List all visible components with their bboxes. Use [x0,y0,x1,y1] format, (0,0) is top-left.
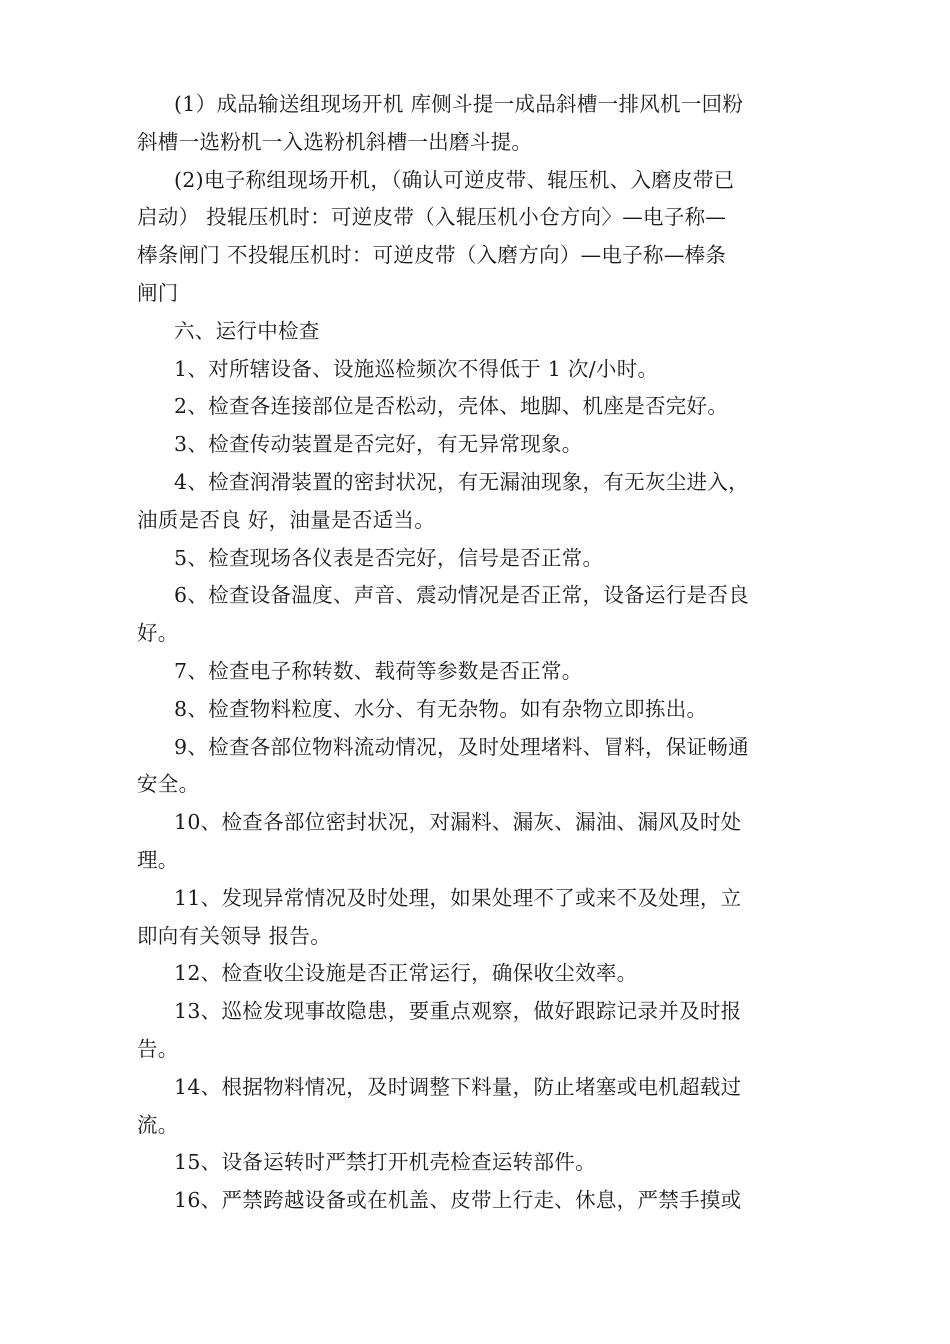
text-line: 5、检查现场各仪表是否完好，信号是否正常。 [174,545,604,570]
paragraph [137,729,797,805]
text-line: 闸门 [137,280,179,305]
text-line: 流。 [137,1112,179,1137]
text-line: 1、对所辖设备、设施巡检频次不得低于 1 次/小时。 [174,356,659,381]
text-line: 11、发现异常情况及时处理，如果处理不了或来不及处理，立 [174,885,742,910]
paragraph [137,1069,797,1145]
paragraph [137,388,797,426]
text-line: 好。 [137,621,179,646]
text-line: 油质是否良 好，油量是否适当。 [137,507,436,532]
text-line: 斜槽一选粉机一入选粉机斜槽一出磨斗提。 [137,129,533,154]
text-line: 13、巡检发现事故隐患，要重点观察，做好跟踪记录并及时报 [174,999,742,1024]
text-line: 理。 [137,847,179,872]
paragraph [137,577,797,653]
paragraph [137,1182,797,1220]
paragraph [137,162,797,313]
text-line: 14、根据物料情况，及时调整下料量，防止堵塞或电机超载过 [174,1074,742,1099]
paragraph [137,540,797,578]
paragraph [137,804,797,880]
text-line: 10、检查各部位密封状况，对漏料、漏灰、漏油、漏风及时处 [174,810,742,835]
text-line: 安全。 [137,772,200,797]
paragraph [137,86,797,162]
paragraph [137,426,797,464]
paragraph [137,880,797,956]
text-line: 3、检查传动装置是否完好，有无异常现象。 [174,432,583,457]
text-line: 4、检查润滑装置的密封状况，有无漏油现象，有无灰尘进入， [174,469,749,494]
paragraph [137,1144,797,1182]
text-line: 8、检查物料粒度、水分、有无杂物。如有杂物立即拣出。 [174,696,708,721]
text-line: 7、检查电子称转数、载荷等参数是否正常。 [174,658,583,683]
text-line: 15、设备运转时严禁打开机壳检查运转部件。 [174,1150,596,1175]
text-line: 告。 [137,1036,179,1061]
text-line: 12、检查收尘设施是否正常运行，确保收尘效率。 [174,961,638,986]
paragraph [137,993,797,1069]
text-line: 2、检查各连接部位是否松动，壳体、地脚、机座是否完好。 [174,394,729,419]
text-line: 6、检查设备温度、声音、震动情况是否正常，设备运行是否良 [174,583,749,608]
paragraph [137,464,797,540]
paragraph [137,955,797,993]
text-line: 六、运行中检查 [174,318,320,343]
text-line: 16、严禁跨越设备或在机盖、皮带上行走、休息，严禁手摸或 [174,1188,742,1213]
text-line: 棒条闸门 不投辊压机时：可逆皮带（入磨方向）—电子称—棒条 [137,243,727,268]
paragraph [137,313,797,351]
text-line: (1）成品输送组现场开机 库侧斗提一成品斜槽一排风机一回粉 [174,92,744,116]
text-line: (2)电子称组现场开机，（确认可逆皮带、辊压机、入磨皮带已 [174,167,735,192]
paragraph [137,351,797,389]
paragraph [137,691,797,729]
text-line: 启动） 投辊压机时：可逆皮带（入辊压机小仓方向〉—电子称— [137,205,727,230]
document-body [137,86,797,1220]
text-line: 9、检查各部位物料流动情况，及时处理堵料、冒料，保证畅通 [174,734,749,759]
text-line: 即向有关领导 报告。 [137,923,332,948]
paragraph [137,653,797,691]
